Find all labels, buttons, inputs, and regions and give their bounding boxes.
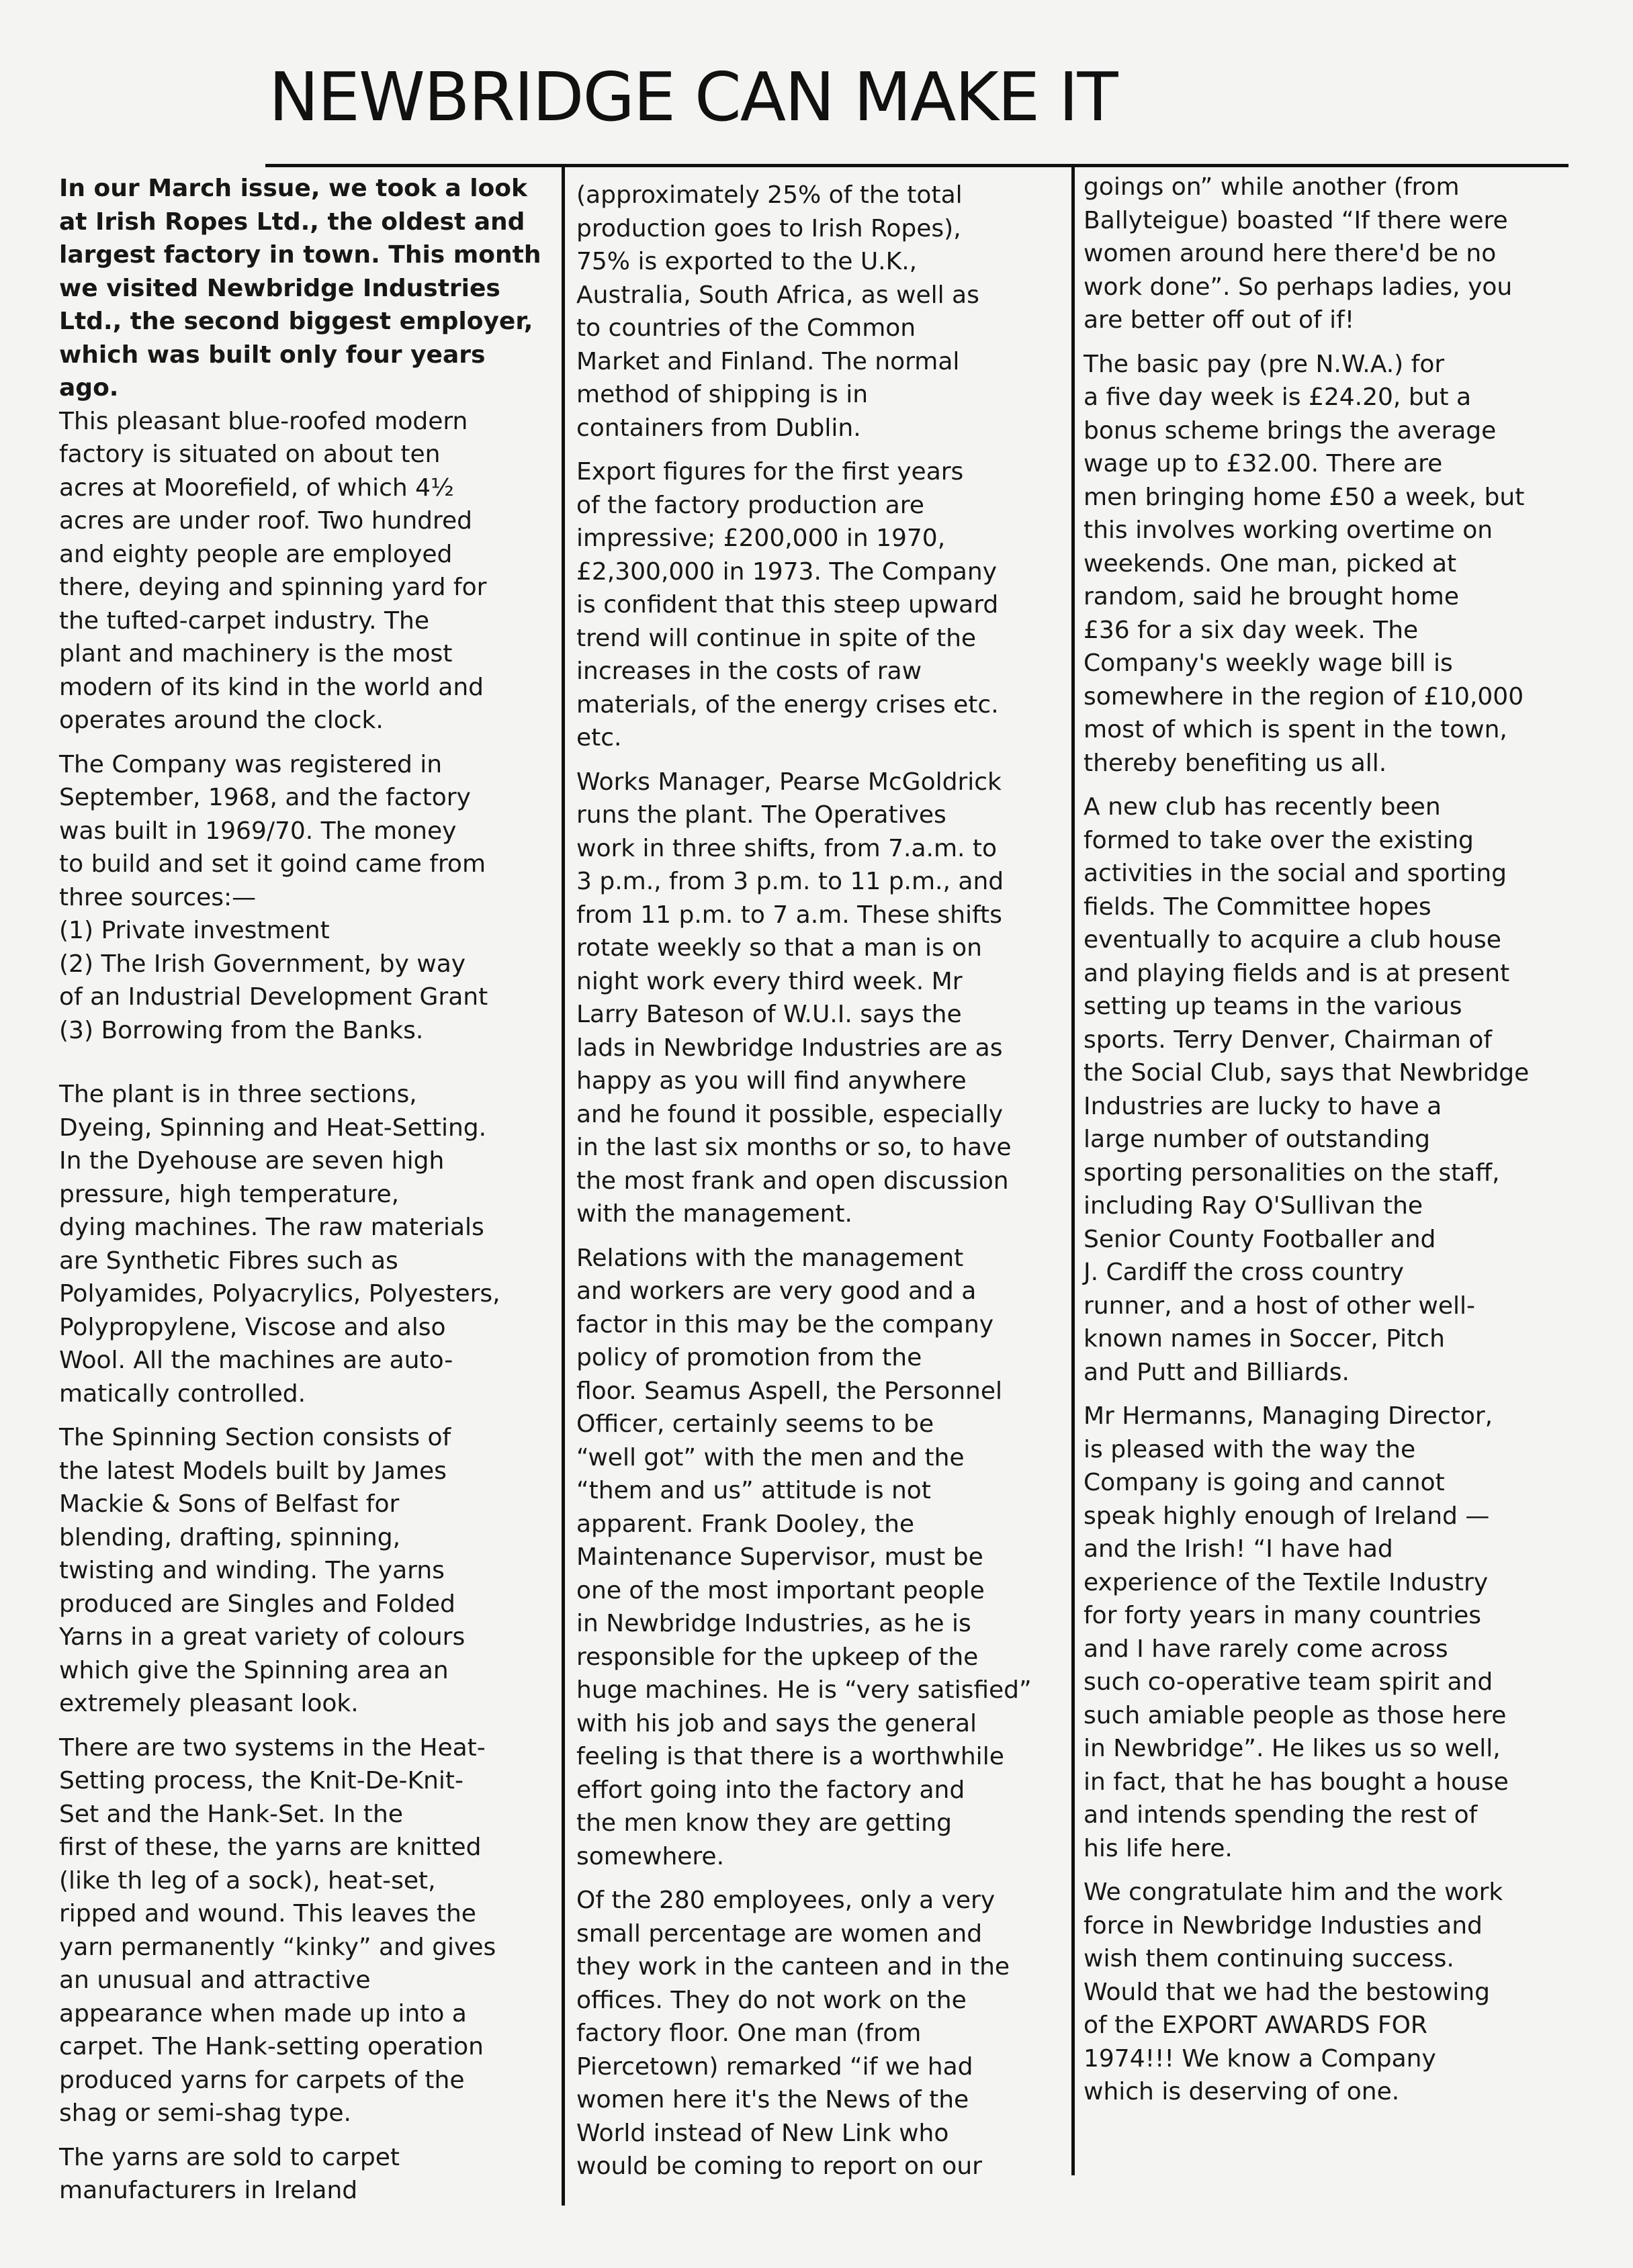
- text-line: plant and machinery is the most: [59, 640, 453, 668]
- text-line: shag or semi-shag type.: [59, 2099, 351, 2127]
- text-line: Larry Bateson of W.U.I. says the: [576, 1001, 962, 1028]
- text-line: are Synthetic Fibres such as: [59, 1246, 398, 1275]
- text-line: Ltd., the second biggest employer,: [59, 308, 533, 335]
- text-line: apparent. Frank Dooley, the: [576, 1510, 915, 1538]
- text-line: to build and set it goind came from: [59, 850, 486, 878]
- text-line: 75% is exported to the U.K.,: [576, 248, 918, 275]
- text-line: the men know they are getting: [576, 1809, 952, 1837]
- text-line: an unusual and attractive: [59, 1966, 371, 1994]
- text-line: Would that we had the bestowing: [1084, 1978, 1490, 2006]
- text-line: runner, and a host of other well-: [1084, 1291, 1475, 1320]
- text-line: Maintenance Supervisor, must be: [576, 1543, 983, 1571]
- text-line: for forty years in many countries: [1084, 1602, 1482, 1629]
- text-line: of the EXPORT AWARDS FOR: [1084, 2011, 1427, 2039]
- text-line: Senior County Footballer and: [1084, 1225, 1436, 1253]
- text-line: Export figures for the first years: [576, 458, 964, 486]
- text-line: from 11 p.m. to 7 a.m. These shifts: [576, 901, 1002, 929]
- text-line: Officer, certainly seems to be: [576, 1410, 934, 1438]
- text-line: known names in Soccer, Pitch: [1084, 1325, 1445, 1353]
- text-line: (2) The Irish Government, by way: [59, 950, 466, 978]
- text-line: feeling is that there is a worthwhile: [576, 1743, 1004, 1770]
- text-line: In our March issue, we took a look: [59, 175, 527, 202]
- text-line: is pleased with the way the: [1084, 1435, 1416, 1463]
- text-line: sports. Terry Denver, Chairman of: [1084, 1026, 1493, 1054]
- text-line: the tufted-carpet industry. The: [59, 606, 429, 635]
- text-line: 1974!!! We know a Company: [1084, 2044, 1436, 2073]
- text-line: at Irish Ropes Ltd., the oldest and: [59, 208, 525, 236]
- text-line: Dyeing, Spinning and Heat-Setting.: [59, 1114, 487, 1142]
- column-divider-2: [1071, 164, 1075, 2175]
- text-line: a five day week is £24.20, but a: [1084, 383, 1472, 411]
- text-line: work in three shifts, from 7.a.m. to: [576, 834, 998, 862]
- text-line: the most frank and open discussion: [576, 1167, 1009, 1195]
- text-line: Mackie & Sons of Belfast for: [59, 1490, 400, 1518]
- article-paragraph: [576, 1884, 1067, 2183]
- text-line: huge machines. He is “very satisfied”: [576, 1676, 1032, 1704]
- text-line: in Newbridge Industries, as he is: [576, 1610, 971, 1637]
- text-line: dying machines. The raw materials: [59, 1214, 484, 1241]
- text-line: men bringing home £50 a week, but: [1084, 483, 1525, 511]
- text-line: rotate weekly so that a man is on: [576, 934, 982, 962]
- text-line: including Ray O'Sullivan the: [1084, 1192, 1423, 1220]
- text-line: with his job and says the general: [576, 1709, 977, 1737]
- article-column-3: [1084, 171, 1567, 2120]
- text-line: night work every third week. Mr: [576, 967, 963, 995]
- text-line: in Newbridge”. He likes us so well,: [1084, 1735, 1501, 1762]
- text-line: “them and us” attitude is not: [576, 1477, 931, 1504]
- column-divider-1: [562, 164, 565, 2206]
- text-line: and Putt and Billiards.: [1084, 1358, 1350, 1386]
- text-line: work done”. So perhaps ladies, you: [1084, 273, 1513, 301]
- text-line: Works Manager, Pearse McGoldrick: [576, 768, 1002, 796]
- text-line: such amiable people as those here: [1084, 1701, 1507, 1729]
- text-line: happy as you will find anywhere: [576, 1067, 967, 1095]
- text-line: eventually to acquire a club house: [1084, 926, 1501, 954]
- text-line: experience of the Textile Industry: [1084, 1568, 1489, 1596]
- lead-paragraph: [59, 172, 556, 405]
- article-title: NEWBRIDGE CAN MAKE IT: [269, 58, 1117, 136]
- text-line: formed to take over the existing: [1084, 826, 1474, 854]
- text-line: the Social Club, says that Newbridge: [1084, 1059, 1530, 1087]
- article-paragraph: [1084, 1876, 1567, 2109]
- text-line: one of the most important people: [576, 1576, 985, 1604]
- text-line: A new club has recently been: [1084, 793, 1441, 821]
- text-line: factory is situated on about ten: [59, 441, 441, 468]
- text-line: matically controlled.: [59, 1379, 306, 1408]
- text-line: is confident that this steep upward: [576, 591, 999, 619]
- text-line: responsible for the upkeep of the: [576, 1643, 979, 1671]
- article-paragraph: [59, 2141, 556, 2208]
- text-line: we visited Newbridge Industries: [59, 274, 500, 302]
- text-line: Piercetown) remarked “if we had: [576, 2052, 973, 2081]
- text-line: World instead of New Link who: [576, 2119, 949, 2147]
- text-line: Mr Hermanns, Managing Director,: [1084, 1402, 1493, 1430]
- article-paragraph: [576, 766, 1067, 1231]
- text-line: and workers are very good and a: [576, 1277, 977, 1305]
- text-line: in fact, that he has bought a house: [1084, 1768, 1509, 1796]
- text-line: The basic pay (pre N.W.A.) for: [1084, 350, 1445, 378]
- text-line: impressive; £200,000 in 1970,: [576, 525, 946, 552]
- text-line: and playing fields and is at present: [1084, 959, 1510, 987]
- text-line: We congratulate him and the work: [1084, 1878, 1503, 1906]
- text-line: extremely pleasant look.: [59, 1690, 359, 1717]
- text-line: which is deserving of one.: [1084, 2078, 1400, 2105]
- text-line: there, deying and spinning yard for: [59, 574, 487, 601]
- text-line: containers from Dublin.: [576, 414, 861, 442]
- text-line: etc.: [576, 724, 622, 752]
- text-line: In the Dyehouse are seven high: [59, 1147, 445, 1175]
- text-line: 3 p.m., from 3 p.m. to 11 p.m., and: [576, 868, 1004, 895]
- text-line: Of the 280 employees, only a very: [576, 1887, 996, 1914]
- text-line: they work in the canteen and in the: [576, 1953, 1010, 1981]
- text-line: acres at Moorefield, of which 4½: [59, 473, 454, 502]
- text-line: weekends. One man, picked at: [1084, 549, 1457, 578]
- text-line: appearance when made up into a: [59, 1999, 467, 2028]
- text-line: J. Cardiff the cross country: [1084, 1259, 1404, 1286]
- text-line: pressure, high temperature,: [59, 1180, 400, 1208]
- text-line: such co-operative team spirit and: [1084, 1668, 1493, 1696]
- text-line: speak highly enough of Ireland —: [1084, 1502, 1490, 1530]
- text-line: production goes to Irish Ropes),: [576, 214, 961, 242]
- article-paragraph: [59, 1078, 556, 1410]
- text-line: Polypropylene, Viscose and also: [59, 1313, 446, 1341]
- text-line: Australia, South Africa, as well as: [576, 281, 979, 309]
- text-line: method of shipping is in: [576, 381, 869, 408]
- article-paragraph: [59, 405, 556, 737]
- text-line: and eighty people are employed: [59, 540, 453, 568]
- text-line: largest factory in town. This month: [59, 241, 541, 269]
- text-line: Wool. All the machines are auto-: [59, 1347, 453, 1374]
- text-line: and I have rarely come across: [1084, 1635, 1448, 1663]
- text-line: force in Newbridge Industies and: [1084, 1911, 1483, 1940]
- text-line: first of these, the yarns are knitted: [59, 1833, 482, 1861]
- text-line: twisting and winding. The yarns: [59, 1557, 445, 1584]
- text-line: There are two systems in the Heat-: [59, 1733, 486, 1762]
- text-line: which give the Spinning area an: [59, 1656, 449, 1684]
- text-line: factor in this may be the company: [576, 1310, 994, 1339]
- article-paragraph: [1084, 348, 1567, 780]
- text-line: wish them continuing success.: [1084, 1945, 1454, 1972]
- text-line: the latest Models built by James: [59, 1457, 447, 1485]
- text-line: to countries of the Common: [576, 314, 916, 342]
- text-line: this involves working overtime on: [1084, 516, 1493, 544]
- text-line: Company's weekly wage bill is: [1084, 649, 1453, 677]
- text-line: (like th leg of a sock), heat-set,: [59, 1866, 436, 1895]
- text-line: carpet. The Hank-setting operation: [59, 2033, 484, 2060]
- text-line: September, 1968, and the factory: [59, 784, 471, 811]
- text-line: sporting personalities on the staff,: [1084, 1159, 1500, 1187]
- article-paragraph: [576, 179, 1067, 445]
- text-line: Relations with the management: [576, 1244, 964, 1272]
- text-line: thereby benefiting us all.: [1084, 749, 1387, 777]
- text-line: setting up teams in the various: [1084, 993, 1462, 1020]
- article-paragraph: [1084, 171, 1567, 337]
- text-line: acres are under roof. Two hundred: [59, 507, 473, 535]
- text-line: three sources:—: [59, 883, 257, 911]
- text-line: somewhere.: [576, 1842, 725, 1870]
- text-line: lads in Newbridge Industries are as: [576, 1034, 1003, 1062]
- text-line: runs the plant. The Operatives: [576, 801, 946, 829]
- text-line: somewhere in the region of £10,000: [1084, 682, 1524, 711]
- text-line: manufacturers in Ireland: [59, 2177, 358, 2204]
- text-line: Set and the Hank-Set. In the: [59, 1800, 403, 1828]
- text-line: blending, drafting, spinning,: [59, 1523, 401, 1551]
- text-line: Ballyteigue) boasted “If there were: [1084, 206, 1508, 234]
- text-line: Setting process, the Knit-De-Knit-: [59, 1767, 464, 1795]
- text-line: The Spinning Section consists of: [59, 1424, 451, 1451]
- text-line: fields. The Committee hopes: [1084, 893, 1431, 921]
- article-paragraph: [576, 1242, 1067, 1874]
- article-column-1: [59, 172, 556, 2218]
- text-line: ripped and wound. This leaves the: [59, 1900, 476, 1927]
- text-line: effort going into the factory and: [576, 1776, 965, 1804]
- text-line: Industries are lucky to have a: [1084, 1092, 1442, 1120]
- text-line: £36 for a six day week. The: [1084, 616, 1419, 644]
- text-line: produced yarns for carpets of the: [59, 2066, 465, 2094]
- text-line: small percentage are women and: [576, 1919, 983, 1948]
- text-line: his life here.: [1084, 1834, 1233, 1862]
- text-line: materials, of the energy crises etc.: [576, 690, 999, 719]
- text-line: women around here there'd be no: [1084, 240, 1497, 267]
- text-line: of the factory production are: [576, 491, 924, 519]
- text-line: Yarns in a great variety of colours: [59, 1623, 466, 1651]
- text-line: goings on” while another (from: [1084, 173, 1460, 201]
- text-line: This pleasant blue-roofed modern: [59, 407, 468, 435]
- text-line: which was built only four years: [59, 341, 486, 369]
- text-line: bonus scheme brings the average: [1084, 416, 1497, 445]
- text-line: operates around the clock.: [59, 707, 384, 734]
- text-line: of an Industrial Development Grant: [59, 983, 488, 1011]
- text-line: would be coming to report on our: [576, 2152, 982, 2180]
- text-line: most of which is spent in the town,: [1084, 716, 1507, 743]
- text-line: yarn permanently “kinky” and gives: [59, 1933, 496, 1961]
- text-line: wage up to £32.00. There are: [1084, 450, 1443, 478]
- text-line: are better off out of if!: [1084, 306, 1355, 334]
- title-rule: [265, 164, 1569, 167]
- text-line: modern of its kind in the world and: [59, 673, 484, 701]
- text-line: “well got” with the men and the: [576, 1443, 965, 1471]
- text-line: The yarns are sold to carpet: [59, 2143, 400, 2171]
- text-line: in the last six months or so, to have: [576, 1134, 1012, 1161]
- text-line: (approximately 25% of the total: [576, 181, 963, 209]
- text-line: trend will continue in spite of the: [576, 624, 977, 652]
- text-line: with the management.: [576, 1200, 852, 1228]
- article-paragraph: [59, 1731, 556, 2130]
- text-line: and the Irish! “I have had: [1084, 1535, 1393, 1563]
- article-paragraph: [1084, 1400, 1567, 1865]
- text-line: women here it's the News of the: [576, 2086, 969, 2114]
- text-line: Company is going and cannot: [1084, 1469, 1445, 1496]
- text-line: produced are Singles and Folded: [59, 1590, 455, 1618]
- text-line: activities in the social and sporting: [1084, 860, 1507, 887]
- article-paragraph: [576, 455, 1067, 755]
- text-line: £2,300,000 in 1973. The Company: [576, 557, 997, 586]
- text-line: and he found it possible, especially: [576, 1100, 1004, 1128]
- text-line: offices. They do not work on the: [576, 1986, 967, 2014]
- text-line: large number of outstanding: [1084, 1126, 1430, 1153]
- text-line: ago.: [59, 374, 119, 402]
- article-paragraph: [59, 748, 556, 1048]
- text-line: floor. Seamus Aspell, the Personnel: [576, 1377, 1002, 1405]
- article-paragraph: [59, 1421, 556, 1721]
- text-line: The plant is in three sections,: [59, 1081, 417, 1108]
- text-line: Market and Finland. The normal: [576, 347, 960, 375]
- text-line: The Company was registered in: [59, 750, 443, 778]
- text-line: random, said he brought home: [1084, 583, 1460, 610]
- text-line: increases in the costs of raw: [576, 657, 922, 685]
- text-line: factory floor. One man (from: [576, 2020, 922, 2047]
- text-line: and intends spending the rest of: [1084, 1801, 1478, 1829]
- text-line: Polyamides, Polyacrylics, Polyesters,: [59, 1280, 500, 1308]
- text-line: (3) Borrowing from the Banks.: [59, 1016, 424, 1044]
- text-line: was built in 1969/70. The money: [59, 817, 457, 845]
- text-line: policy of promotion from the: [576, 1344, 922, 1371]
- article-paragraph: [1084, 790, 1567, 1389]
- text-line: (1) Private investment: [59, 917, 330, 944]
- article-column-2: [576, 179, 1067, 2194]
